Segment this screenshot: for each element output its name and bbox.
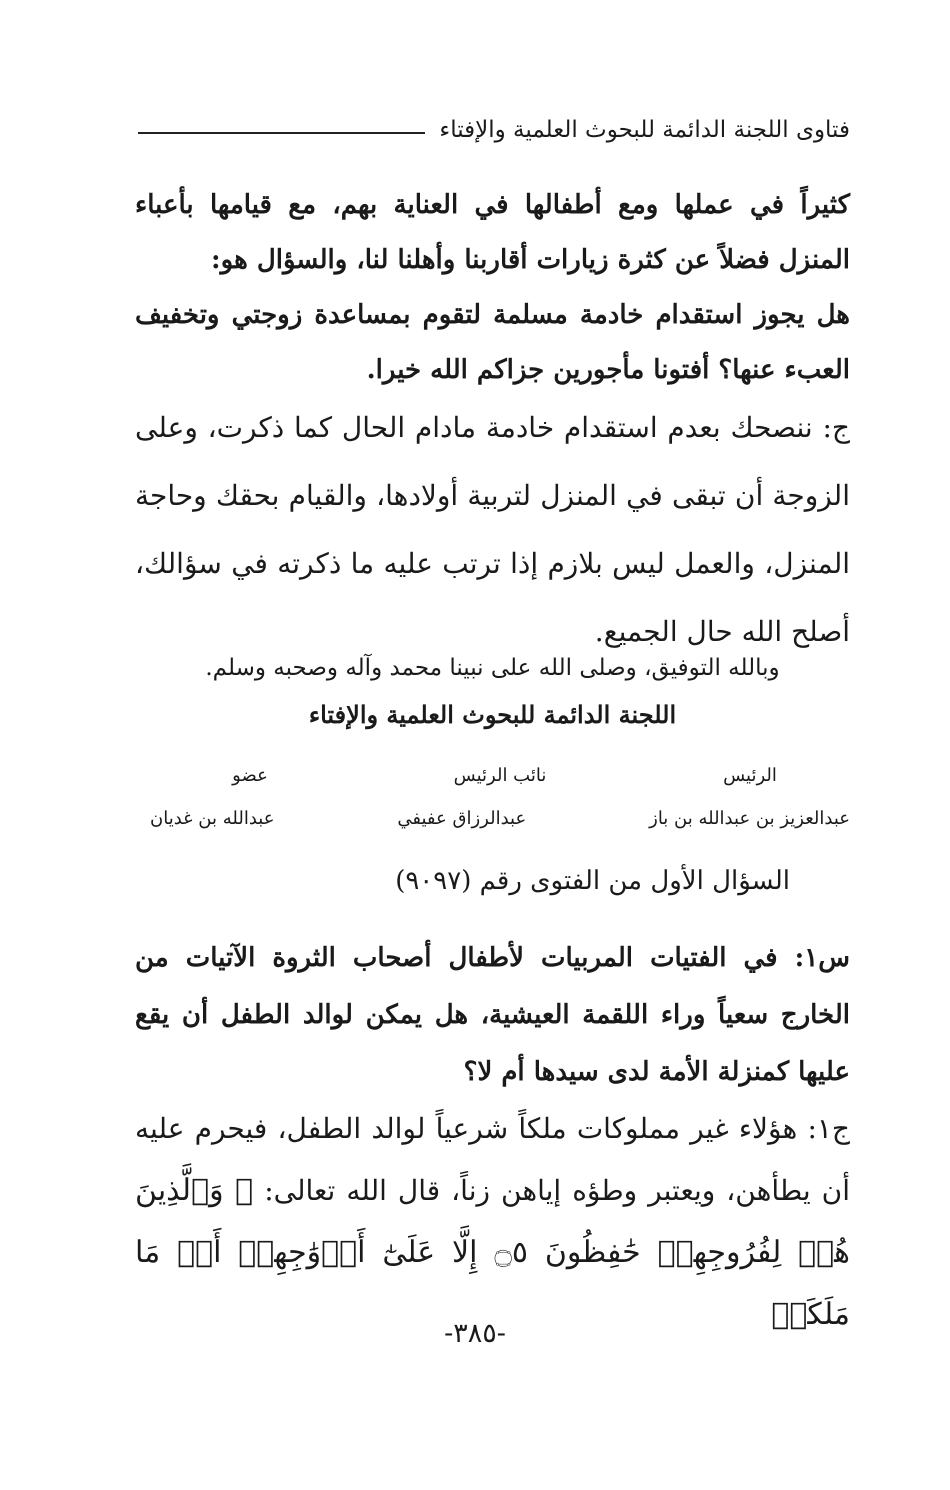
- signatory-titles: [150, 765, 850, 786]
- page-number: -٣٨٥-: [444, 1318, 506, 1349]
- closing-line: وبالله التوفيق، وصلى الله على نبينا محمد وآله وصحبه وسلم.: [205, 655, 780, 681]
- question1-paragraph: س١: في الفتيات المربيات لأطفال أصحاب الثروة الآتيات من الخارج سعياً وراء اللقمة العيشية، هل يمكن لوالد الطفل أن يقع عليها كمنزلة الأمة لدى سيدها أم لا؟: [135, 943, 850, 1087]
- signatory-name-vice-president: عبدالرزاق عفيفي: [397, 808, 527, 829]
- answer1-text: ج١: هؤلاء غير مملوكات ملكاً شرعياً لوالد الطفل، فيحرم عليه أن يطأهن، ويعتبر وطؤه إياهن زناً، قال الله تعالى:: [135, 1112, 851, 1207]
- header-title: فتاوى اللجنة الدائمة للبحوث العلمية والإفتاء: [439, 117, 850, 143]
- running-header: [138, 108, 850, 152]
- intro-paragraph: كثيراً في عملها ومع أطفالها في العناية بهم، مع قيامها بأعباء المنزل فضلاً عن كثرة زيارات أقاربنا وأهلنا لنا، والسؤال هو:: [135, 190, 850, 275]
- signatory-name-president: عبدالعزيز بن عبدالله بن باز: [649, 808, 850, 829]
- quran-verse: ﴿ وَٱلَّذِينَ هُمۡ لِفُرُوجِهِمۡ حَٰفِظُونَ ۝٥ إِلَّا عَلَىٰٓ أَزۡوَٰجِهِمۡ أَوۡ مَا مَلَكَتۡ: [135, 1173, 850, 1332]
- header-rule: [138, 132, 425, 134]
- question-paragraph: هل يجوز استقدام خادمة مسلمة لتقوم بمساعدة زوجتي وتخفيف العبء عنها؟ أفتونا مأجورين جزاكم الله خيرا.: [135, 300, 850, 385]
- signatory-name-member: عبدالله بن غديان: [150, 808, 275, 829]
- signatory-title-president: الرئيس: [723, 765, 777, 786]
- signatory-title-member: عضو: [232, 765, 268, 786]
- committee-name: اللجنة الدائمة للبحوث العلمية والإفتاء: [308, 700, 677, 729]
- signatory-title-vice-president: نائب الرئيس: [453, 765, 547, 786]
- signatory-names: [150, 808, 850, 829]
- answer-paragraph: ج: ننصحك بعدم استقدام خادمة مادام الحال كما ذكرت، وعلى الزوجة أن تبقى في المنزل لتربية أولادها، والقيام بحقك وحاجة المنزل، والعمل ليس بلازم إذا ترتب عليه ما ذكرته في سؤالك، أصلح الله حال الجميع.: [135, 411, 850, 648]
- answer1-paragraph: [135, 1098, 850, 1346]
- fatwa-heading: السؤال الأول من الفتوى رقم (٩٠٩٧): [395, 866, 790, 896]
